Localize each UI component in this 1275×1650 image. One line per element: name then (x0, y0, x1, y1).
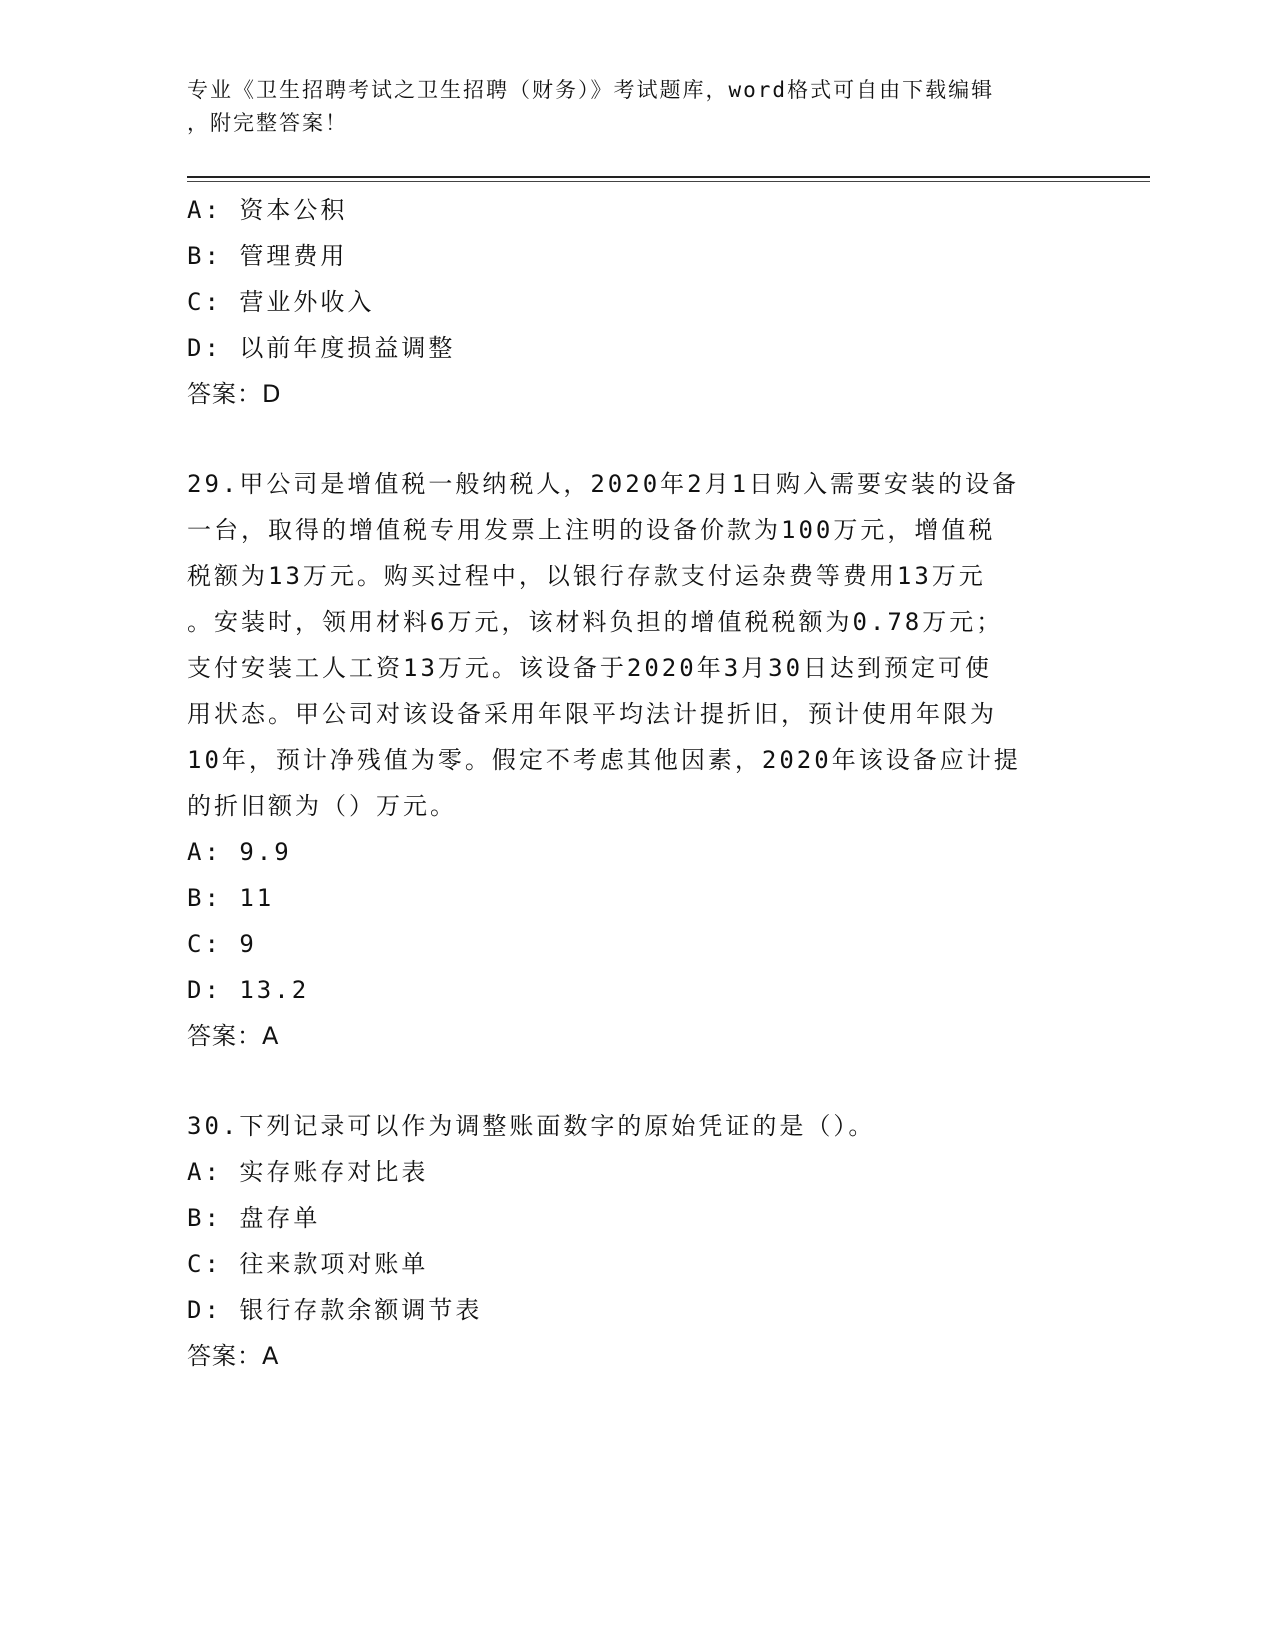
spacer (187, 1059, 1087, 1103)
option-a: A: 资本公积 (187, 196, 348, 224)
question-text-line: 10年，预计净残值为零。假定不考虑其他因素，2020年该设备应计提 (187, 746, 1021, 774)
question-text-line: 30.下列记录可以作为调整账面数字的原始凭证的是（）。 (187, 1112, 876, 1140)
header-divider-thin (187, 181, 1150, 182)
answer: 答案：D (187, 380, 282, 408)
option-c: C: 营业外收入 (187, 288, 375, 316)
option-d: D: 以前年度损益调整 (187, 334, 456, 362)
answer: 答案：A (187, 1022, 280, 1050)
question-text-line: 税额为13万元。购买过程中，以银行存款支付运杂费等费用13万元 (187, 562, 986, 590)
document-header: 专业《卫生招聘考试之卫生招聘（财务）》考试题库，word格式可自由下载编辑 ，附完整答案！ (187, 78, 995, 135)
question-29 (187, 461, 1087, 1059)
question-30 (187, 1103, 1087, 1379)
question-text-line: 一台，取得的增值税专用发票上注明的设备价款为100万元，增值税 (187, 516, 996, 544)
option-b: B: 11 (187, 884, 275, 912)
option-d: D: 银行存款余额调节表 (187, 1296, 483, 1324)
option-a: A: 9.9 (187, 838, 292, 866)
option-c: C: 往来款项对账单 (187, 1250, 429, 1278)
question-content (187, 187, 1087, 1379)
question-text-line: 支付安装工人工资13万元。该设备于2020年3月30日达到预定可使 (187, 654, 993, 682)
option-b: B: 盘存单 (187, 1204, 321, 1232)
option-b: B: 管理费用 (187, 242, 348, 270)
header-divider-thick (187, 176, 1150, 178)
option-a: A: 实存账存对比表 (187, 1158, 429, 1186)
question-text-line: 29.甲公司是增值税一般纳税人，2020年2月1日购入需要安装的设备 (187, 470, 1020, 498)
option-d: D: 13.2 (187, 976, 310, 1004)
question-text-line: 用状态。甲公司对该设备采用年限平均法计提折旧，预计使用年限为 (187, 700, 997, 728)
question-28-options (187, 187, 1087, 417)
spacer (187, 417, 1087, 461)
question-text-line: 。安装时，领用材料6万元，该材料负担的增值税税额为0.78万元； (187, 608, 1004, 636)
option-c: C: 9 (187, 930, 257, 958)
question-text-line: 的折旧额为（）万元。 (187, 792, 457, 820)
answer: 答案：A (187, 1342, 280, 1370)
